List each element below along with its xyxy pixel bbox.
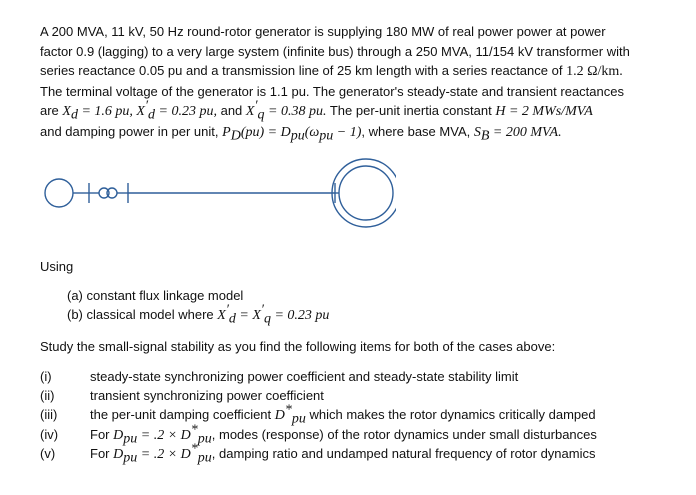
problem-line-6: and damping power in per unit, $P_D(pu) = D_{pu}(\omega_{pu} - 1)$, where base MVA, $S_B = 200$ MVA.: [40, 123, 562, 144]
list-item: (ii) transient synchronizing power coefficient: [40, 388, 324, 403]
problem-line-3: series reactance 0.05 pu and a transmission line of 25 km length with a series reactance of 1.2 Ω/km.: [40, 63, 623, 79]
generator-icon: [45, 179, 73, 207]
option-a: (a) constant flux linkage model: [67, 288, 244, 303]
problem-line-2: factor 0.9 (lagging) to a very large system (infinite bus) through a 250 MVA, 11/154 kV transformer with: [40, 43, 630, 59]
list-item: (iv) For $D_{pu} = .2 \times D^*_{pu}$, modes (response) of the rotor dynamics under small disturbances: [40, 422, 597, 447]
list-item: (i) steady-state synchronizing power coefficient and steady-state stability limit: [40, 369, 519, 384]
problem-line-1: A 200 MVA, 11 kV, 50 Hz round-rotor generator is supplying 180 MW of real power power at power: [40, 24, 606, 39]
problem-line-4: The terminal voltage of the generator is 1.1 pu. The generator's steady-state and transient reactances: [40, 83, 624, 99]
system-one-line-diagram: [36, 155, 396, 255]
problem-statement: [40, 22, 680, 142]
infinite-bus-system-icon: [332, 159, 396, 227]
list-item: (v) For $D_{pu} = .2 \times D^*_{pu}$, damping ratio and undamped natural frequency of rotor dynamics: [40, 441, 596, 466]
list-item: (iii) the per-unit damping coefficient $D^*_{pu}$ which makes the rotor dynamics critically damped: [40, 402, 596, 427]
using-label: Using: [40, 259, 74, 274]
study-instruction: Study the small-signal stability as you find the following items for both of the cases above:: [40, 339, 556, 354]
problem-line-5: are $X_d = 1.6$ pu, $X'_d = 0.23$ pu, and $X'_q = 0.38$ pu. The per-unit inertia constant H = 2 MWs/MVA: [40, 98, 593, 123]
option-b: (b) classical model where $X'_d = X'_q = 0.23$ pu: [67, 302, 330, 327]
infinite-bus-inner-icon: [339, 166, 393, 220]
